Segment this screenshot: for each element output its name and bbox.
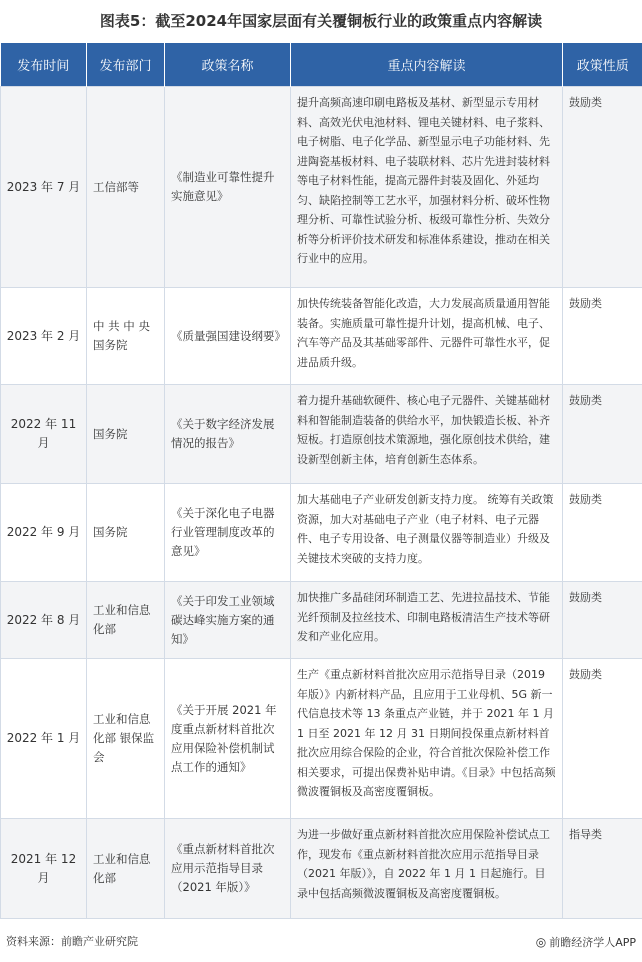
cell-time: 2023 年 2 月	[1, 288, 87, 385]
cell-content: 加大基础电子产业研发创新支持力度。 统筹有关政策资源，加大对基础电子产业（电子材料、电子元器件、电子专用设备、电子测量仪器等制造业）升级及关键技术突破的支持力度。	[291, 484, 563, 582]
table-row	[1, 582, 642, 659]
cell-content: 着力提升基础软硬件、核心电子元器件、关键基础材料和智能制造装备的供给水平，加快锻造长板、补齐短板。打造原创技术策源地，强化原创技术供给，建设新型创新主体，培育创新生态体系。	[291, 385, 563, 484]
cell-nature: 指导类	[563, 819, 642, 919]
table-row	[1, 87, 642, 288]
cell-dept: 工信部等	[87, 87, 165, 288]
cell-time: 2022 年 1 月	[1, 659, 87, 819]
cell-content: 提升高频高速印刷电路板及基材、新型显示专用材料、高效光伏电池材料、锂电关键材料、电子浆料、电子树脂、电子化学品、新型显示电子功能材料、先进陶瓷基板材料、电子装联材料、芯片先进封装材料等电子材料性能，提高元器件封装及固化、外延均匀、缺陷控制等工艺水平，加强材料分析、破坏性物理分析、可靠性试验分析、板级可靠性分析、失效分析等分析评价技术研发和标准体系建设，推动在相关行业中的应用。	[291, 87, 563, 288]
policy-table	[0, 43, 642, 919]
cell-name: 《关于开展 2021 年度重点新材料首批次应用保险补偿机制试点工作的通知》	[165, 659, 291, 819]
cell-time: 2021 年 12 月	[1, 819, 87, 919]
cell-name: 《关于数字经济发展情况的报告》	[165, 385, 291, 484]
cell-dept: 工业和信息化部	[87, 582, 165, 659]
cell-dept: 国务院	[87, 385, 165, 484]
cell-content: 加快推广多晶硅闭环制造工艺、先进拉晶技术、节能光纤预制及拉丝技术、印制电路板清洁生产技术等研发和产业化应用。	[291, 582, 563, 659]
header-dept: 发布部门	[87, 43, 165, 87]
header-name: 政策名称	[165, 43, 291, 87]
cell-time: 2022 年 9 月	[1, 484, 87, 582]
table-row	[1, 659, 642, 819]
cell-nature: 鼓励类	[563, 582, 642, 659]
cell-name: 《关于深化电子电器行业管理制度改革的意见》	[165, 484, 291, 582]
qianzhan-logo-icon: ◎	[535, 935, 547, 949]
cell-time: 2022 年 11 月	[1, 385, 87, 484]
page-title: 图表5：截至2024年国家层面有关覆铜板行业的政策重点内容解读	[99, 12, 543, 30]
cell-dept: 中 共 中 央 国务院	[87, 288, 165, 385]
cell-name: 《质量强国建设纲要》	[165, 288, 291, 385]
cell-time: 2023 年 7 月	[1, 87, 87, 288]
table-header-row	[1, 43, 642, 87]
cell-nature: 鼓励类	[563, 288, 642, 385]
table-row	[1, 484, 642, 582]
cell-content: 加快传统装备智能化改造，大力发展高质量通用智能装备。实施质量可靠性提升计划，提高机械、电子、汽车等产品及其基础零部件、元器件可靠性水平，促进品质升级。	[291, 288, 563, 385]
header-time: 发布时间	[1, 43, 87, 87]
table-row	[1, 385, 642, 484]
brand-credit	[536, 930, 636, 955]
cell-name: 《重点新材料首批次应用示范指导目录（2021 年版）》	[165, 819, 291, 919]
policy-table-container	[0, 43, 642, 919]
brand-name: 前瞻经济学人APP	[549, 936, 636, 949]
cell-nature: 鼓励类	[563, 659, 642, 819]
header-content: 重点内容解读	[291, 43, 563, 87]
cell-content: 为进一步做好重点新材料首批次应用保险补偿试点工作，现发布《重点新材料首批次应用示范指导目录（2021 年版）》，自 2022 年 1 月 1 日起施行。目录中包括高频微波覆铜板及高密度覆铜板。	[291, 819, 563, 919]
cell-content: 生产《重点新材料首批次应用示范指导目录（2019 年版）》内新材料产品，且应用于工业母机、5G 新一代信息技术等 13 条重点产业链，并于 2021 年 1 月 1 日至 2021 年 12 月 31 日期间投保重点新材料首批次应用综合保险的企业，符合首批次保险补偿工作相关要求，可提出保费补贴申请。《目录》中包括高频微波覆铜板及高密度覆铜板。	[291, 659, 563, 819]
table-row	[1, 288, 642, 385]
footer	[6, 930, 636, 954]
cell-dept: 工业和信息化部 银保监会	[87, 659, 165, 819]
cell-time: 2022 年 8 月	[1, 582, 87, 659]
header-nature: 政策性质	[563, 43, 642, 87]
cell-name: 《关于印发工业领域碳达峰实施方案的通知》	[165, 582, 291, 659]
cell-nature: 鼓励类	[563, 484, 642, 582]
cell-name: 《制造业可靠性提升实施意见》	[165, 87, 291, 288]
cell-nature: 鼓励类	[563, 87, 642, 288]
cell-dept: 国务院	[87, 484, 165, 582]
cell-nature: 鼓励类	[563, 385, 642, 484]
source-note: 资料来源：前瞻产业研究院	[6, 935, 138, 948]
table-row	[1, 819, 642, 919]
cell-dept: 工业和信息化部	[87, 819, 165, 919]
